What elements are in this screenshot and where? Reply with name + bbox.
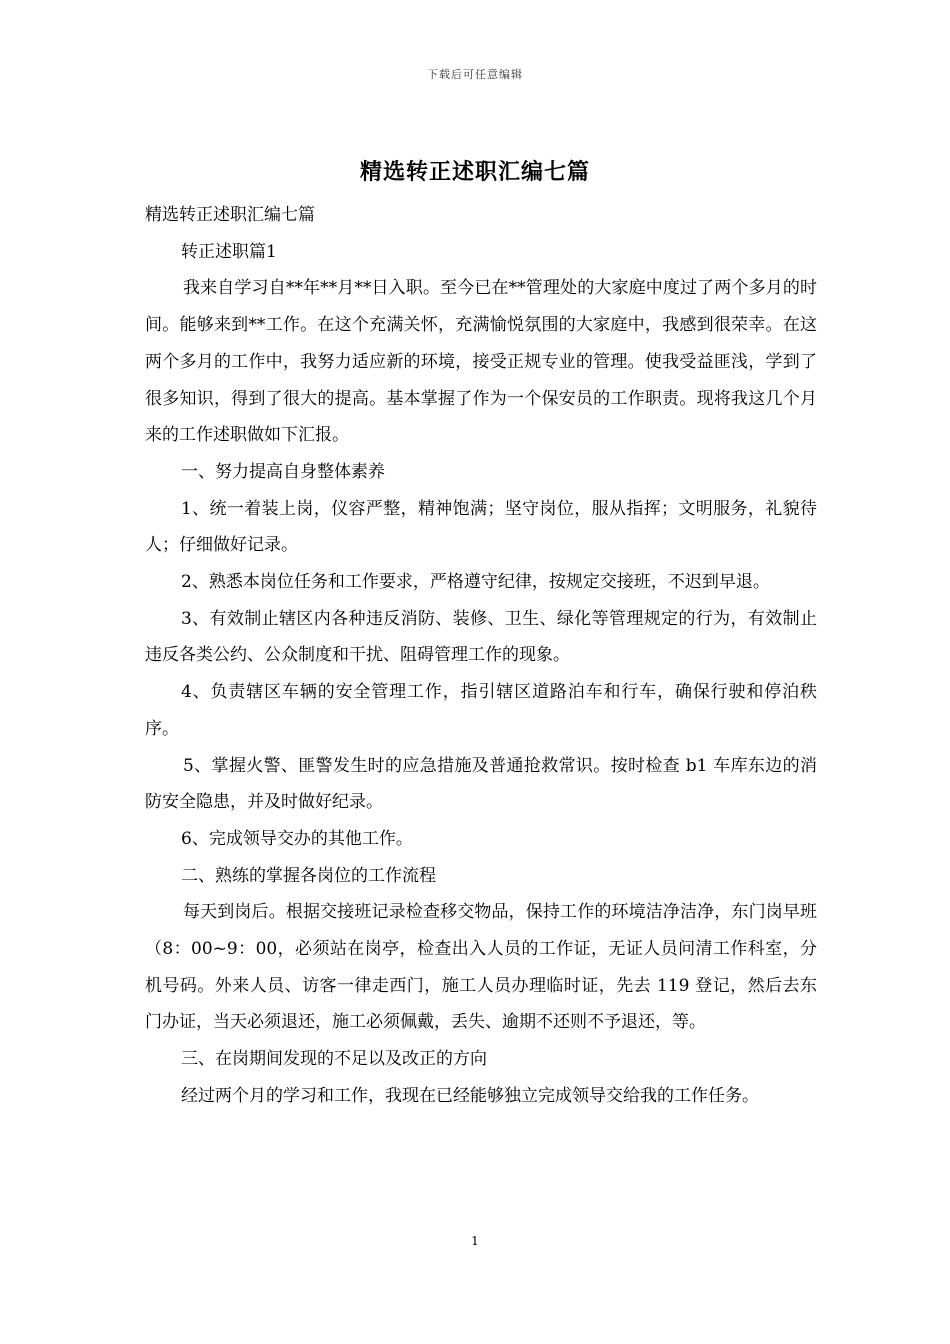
paragraph-workflow: 每天到岗后。根据交接班记录检查移交物品，保持工作的环境洁净洁净，东门岗早班（8：00~9：00，必须站在岗亭，检查出入人员的工作证，无证人员问清工作科室，分机号码。外来人员、访客一律走西门，施工人员办理临时证，先去 119 登记，然后去东门办证，当天必须退还，施工必须佩戴，丢失、逾期不还则不予退还，等。 bbox=[145, 902, 817, 1033]
paragraph-heading-2: 二、熟练的掌握各岗位的工作流程 bbox=[181, 865, 436, 886]
paragraph-section-heading: 转正述职篇1 bbox=[181, 241, 277, 262]
document-body bbox=[145, 197, 817, 1115]
paragraph-item-3: 3、有效制止辖区内各种违反消防、装修、卫生、绿化等管理规定的行为，有效制止违反各类公约、公众制度和干扰、阻碍管理工作的现象。 bbox=[145, 608, 817, 666]
document-title: 精选转正述职汇编七篇 bbox=[359, 159, 590, 185]
paragraph-item-6: 6、完成领导交办的其他工作。 bbox=[181, 828, 413, 849]
paragraph-heading-3: 三、在岗期间发现的不足以及改正的方向 bbox=[181, 1049, 487, 1070]
paragraph-item-4: 4、负责辖区车辆的安全管理工作，指引辖区道路泊车和行车，确保行驶和停泊秩序。 bbox=[145, 682, 817, 739]
paragraph-intro: 我来自学习自**年**月**日入职。至今已在**管理处的大家庭中度过了两个多月的时间。能够来到**工作。在这个充满关怀，充满愉悦氛围的大家庭中，我感到很荣幸。在这两个多月的工作中，我努力适应新的环境，接受正规专业的管理。使我受益匪浅，学到了很多知识，得到了很大的提高。基本掌握了作为一个保安员的工作职责。现将我这几个月来的工作述职做如下汇报。 bbox=[145, 278, 817, 446]
page-number: 1 bbox=[471, 1234, 479, 1248]
paragraph-item-2: 2、熟悉本岗位任务和工作要求，严格遵守纪律，按规定交接班，不迟到早退。 bbox=[181, 572, 770, 593]
paragraph-heading-1: 一、努力提高自身整体素养 bbox=[181, 461, 385, 482]
paragraph-item-5: 5、掌握火警、匪警发生时的应急措施及普通抢救常识。按时检查 b1 车库东边的消防安全隐患，并及时做好纪录。 bbox=[145, 755, 817, 813]
paragraph-subtitle: 精选转正述职汇编七篇 bbox=[145, 205, 315, 225]
header-note: 下载后可任意编辑 bbox=[427, 68, 523, 81]
paragraph-item-1: 1、统一着装上岗，仪容严整，精神饱满；坚守岗位，服从指挥；文明服务，礼貌待人；仔细做好记录。 bbox=[145, 498, 817, 556]
paragraph-conclusion: 经过两个月的学习和工作，我现在已经能够独立完成领导交给我的工作任务。 bbox=[181, 1085, 759, 1106]
